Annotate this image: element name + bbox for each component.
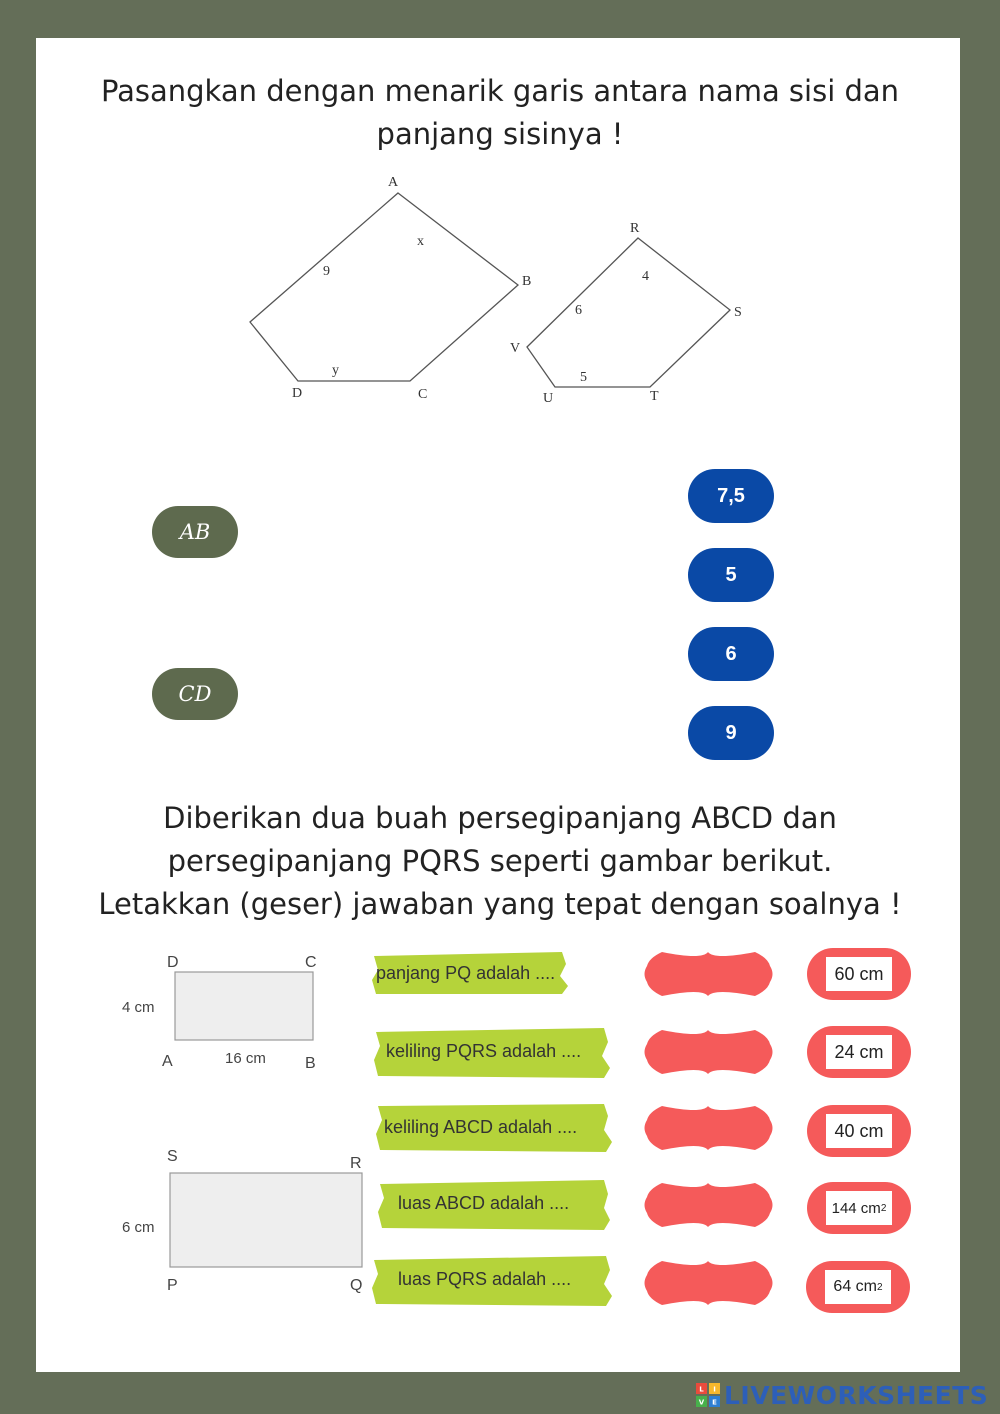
instruction-2 xyxy=(0,797,1000,926)
match-target-4[interactable] xyxy=(688,706,774,760)
vertex-label: V xyxy=(510,341,521,356)
match-target-label: 5 xyxy=(725,563,737,586)
vertex-label: A xyxy=(162,1053,173,1070)
question-5 xyxy=(372,1256,612,1302)
match-target-1[interactable] xyxy=(688,469,774,523)
vertex-label: R xyxy=(350,1155,362,1172)
svg-text:I: I xyxy=(713,1385,716,1394)
liveworksheets-logo xyxy=(696,1380,988,1410)
rectangle-figures xyxy=(0,940,380,1300)
answer-chip-4[interactable] xyxy=(807,1182,911,1234)
rectangle-pqrs xyxy=(122,1148,362,1294)
vertex-label: D xyxy=(292,386,303,401)
vertex-label: B xyxy=(305,1055,316,1072)
svg-text:L: L xyxy=(699,1385,704,1394)
vertex-label: B xyxy=(522,274,532,289)
vertex-label: S xyxy=(734,305,742,320)
liveworksheets-logo-icon xyxy=(696,1383,720,1407)
match-target-label: 7,5 xyxy=(717,484,745,507)
dimension-label: 4 cm xyxy=(122,999,155,1016)
dimension-label: 16 cm xyxy=(225,1050,266,1067)
dimension-label: 6 cm xyxy=(122,1219,155,1236)
answer-chip-3[interactable] xyxy=(807,1105,911,1157)
svg-text:V: V xyxy=(698,1398,705,1407)
side-label: 5 xyxy=(580,370,587,385)
vertex-label: P xyxy=(167,1277,178,1294)
answer-value: 144 cm xyxy=(831,1199,881,1217)
drop-zone-5[interactable] xyxy=(642,1261,775,1305)
liveworksheets-wordmark: LIVEWORKSHEETS xyxy=(724,1380,989,1410)
svg-text:E: E xyxy=(712,1398,717,1407)
vertex-label: Q xyxy=(350,1277,363,1294)
question-4 xyxy=(378,1180,610,1226)
side-label: 4 xyxy=(642,269,649,284)
answer-value: 40 cm xyxy=(834,1120,884,1141)
answer-chip-1[interactable] xyxy=(807,948,911,1000)
vertex-label: C xyxy=(418,387,428,402)
instruction-2-line-3: Letakkan (geser) jawaban yang tepat dengan soalnya ! xyxy=(98,887,902,921)
drop-zone-2[interactable] xyxy=(642,1030,775,1074)
answer-value: 60 cm xyxy=(834,963,884,984)
answer-value: 24 cm xyxy=(834,1041,884,1062)
answer-chip-2[interactable] xyxy=(807,1026,911,1078)
rectangle-abcd xyxy=(122,954,317,1072)
answer-unit-sup: 2 xyxy=(880,1202,887,1214)
answer-chip-5[interactable] xyxy=(806,1261,910,1313)
instruction-2-line-2: persegipanjang PQRS seperti gambar berikut. xyxy=(167,844,833,878)
vertex-label: S xyxy=(167,1148,178,1165)
match-item-cd[interactable] xyxy=(152,668,238,720)
drop-zone-3[interactable] xyxy=(642,1106,775,1150)
question-1 xyxy=(372,950,568,996)
question-text: panjang PQ adalah .... xyxy=(376,962,556,983)
question-text: keliling ABCD adalah .... xyxy=(384,1116,578,1137)
side-label: 6 xyxy=(575,303,582,318)
drop-zone-1[interactable] xyxy=(642,952,775,996)
pentagon-figures xyxy=(0,0,1000,420)
drop-zone-4[interactable] xyxy=(642,1183,775,1227)
side-label: x xyxy=(417,234,424,249)
question-text: luas PQRS adalah .... xyxy=(398,1268,572,1289)
instruction-2-line-1: Diberikan dua buah persegipanjang ABCD dan xyxy=(163,801,837,835)
match-target-2[interactable] xyxy=(688,548,774,602)
question-text: luas ABCD adalah .... xyxy=(398,1192,570,1213)
match-target-3[interactable] xyxy=(688,627,774,681)
instruction-1-line-2: panjang sisinya ! xyxy=(376,117,624,151)
question-2 xyxy=(374,1028,610,1074)
question-3 xyxy=(376,1104,612,1150)
vertex-label: D xyxy=(167,954,179,971)
match-item-label: AB xyxy=(179,520,211,544)
match-target-label: 6 xyxy=(725,642,737,665)
vertex-label: R xyxy=(630,221,640,236)
match-item-label: CD xyxy=(178,682,212,706)
vertex-label: T xyxy=(650,389,659,404)
match-item-ab[interactable] xyxy=(152,506,238,558)
vertex-label: A xyxy=(388,175,399,190)
question-text: keliling PQRS adalah .... xyxy=(386,1040,582,1061)
instruction-1-line-1: Pasangkan dengan menarik garis antara nama sisi dan xyxy=(100,74,900,108)
side-label: 9 xyxy=(323,264,330,279)
pentagon-abcd xyxy=(250,175,531,402)
vertex-label: C xyxy=(305,954,317,971)
vertex-label: U xyxy=(543,391,554,406)
side-label: y xyxy=(332,363,339,378)
pentagon-rstuv xyxy=(510,221,742,406)
answer-unit-sup: 2 xyxy=(877,1281,883,1293)
answer-value: 64 cm xyxy=(833,1278,877,1295)
match-target-label: 9 xyxy=(725,721,737,744)
